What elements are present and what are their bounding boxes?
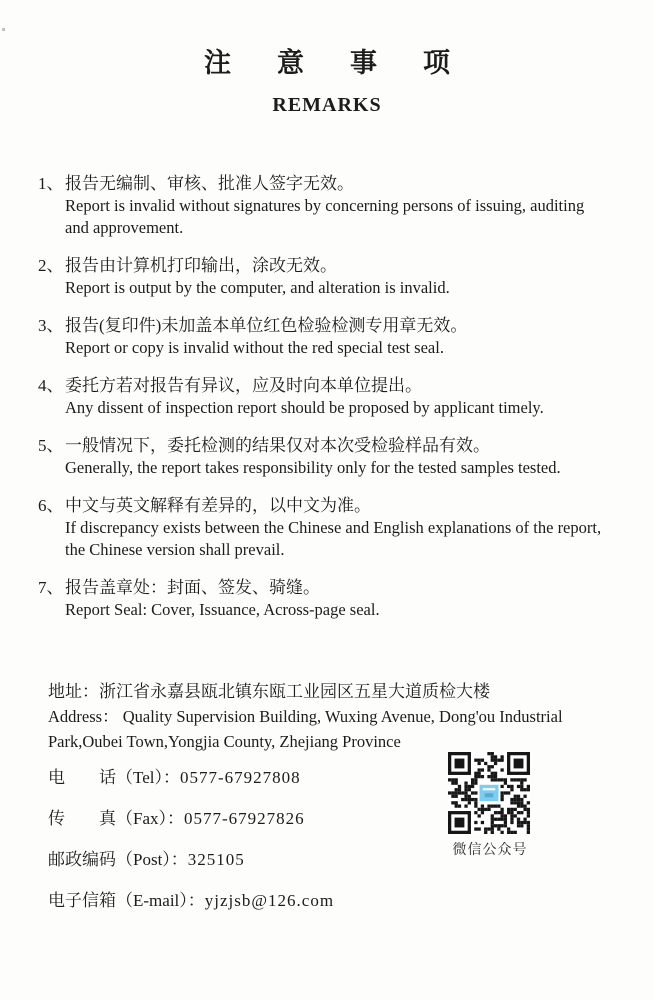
remark-item-5: [38, 435, 654, 479]
fax-label: 传 真（Fax）：: [48, 809, 184, 828]
item-text-zh: 中文与英文解释有差异的，以中文为准。: [65, 496, 371, 515]
wechat-qr-block: [448, 752, 532, 859]
tel-label: 电 话（Tel）：: [48, 768, 180, 787]
remark-item-2: [38, 255, 654, 299]
item-number: 3、: [38, 316, 64, 335]
email-value: yjzjsb@126.com: [204, 891, 335, 910]
item-text-en: Any dissent of inspection report should be proposed by applicant timely.: [65, 398, 544, 417]
item-text-en: Report Seal: Cover, Issuance, Across-page seal.: [65, 600, 380, 619]
item-text-zh: 委托方若对报告有异议，应及时向本单位提出。: [65, 376, 422, 395]
item-text-zh: 报告盖章处：封面、签发、骑缝。: [65, 578, 320, 597]
item-number: 6、: [38, 496, 64, 515]
post-label: 邮政编码（Post）：: [48, 850, 188, 869]
remark-item-4: [38, 375, 654, 419]
item-number: 2、: [38, 256, 64, 275]
contact-row-post: [48, 849, 654, 871]
address-block: [48, 679, 628, 754]
address-zh: 地址：浙江省永嘉县瓯北镇东瓯工业园区五星大道质检大楼: [48, 682, 490, 701]
page-title-zh: 注意事项: [204, 48, 496, 78]
item-number: 7、: [38, 578, 64, 597]
item-number: 4、: [38, 376, 64, 395]
wechat-qr-code: [448, 752, 530, 834]
item-text-zh: 报告(复印件)未加盖本单位红色检验检测专用章无效。: [65, 316, 468, 335]
page-title-en: REMARKS: [272, 94, 382, 116]
contact-block: [48, 767, 654, 912]
remark-item-7: [38, 577, 654, 621]
item-text-zh: 报告由计算机打印输出，涂改无效。: [65, 256, 337, 275]
remark-item-6: [38, 495, 654, 561]
contact-row-email: [48, 890, 654, 912]
remark-item-1: [38, 173, 654, 239]
contact-row-tel: [48, 767, 654, 789]
contact-row-fax: [48, 808, 654, 830]
item-number: 1、: [38, 174, 64, 193]
remark-item-3: [38, 315, 654, 359]
qr-caption: 微信公众号: [452, 843, 528, 858]
address-en: Address： Quality Supervision Building, Wuxing Avenue, Dong'ou Industrial Park,Oubei Town,Yongjia County, Zhejiang Province: [48, 707, 563, 751]
fax-value: 0577-67927826: [184, 809, 305, 828]
remarks-list: [38, 173, 654, 621]
email-label: 电子信箱（E-mail）：: [48, 891, 205, 910]
item-text-en: If discrepancy exists between the Chinese and English explanations of the report, the Chinese version shall prevail.: [65, 518, 602, 559]
item-text-zh: 一般情况下，委托检测的结果仅对本次受检验样品有效。: [65, 436, 490, 455]
post-value: 325105: [187, 850, 245, 869]
item-text-en: Report is invalid without signatures by concerning persons of issuing, auditing and approvement.: [65, 196, 585, 237]
item-text-en: Report or copy is invalid without the red special test seal.: [65, 338, 444, 357]
item-text-en: Report is output by the computer, and alteration is invalid.: [65, 278, 450, 297]
tel-value: 0577-67927808: [179, 768, 301, 787]
scan-artifact: [2, 28, 5, 31]
item-text-zh: 报告无编制、审核、批准人签字无效。: [65, 174, 354, 193]
item-number: 5、: [38, 436, 64, 455]
item-text-en: Generally, the report takes responsibility only for the tested samples tested.: [65, 458, 561, 477]
